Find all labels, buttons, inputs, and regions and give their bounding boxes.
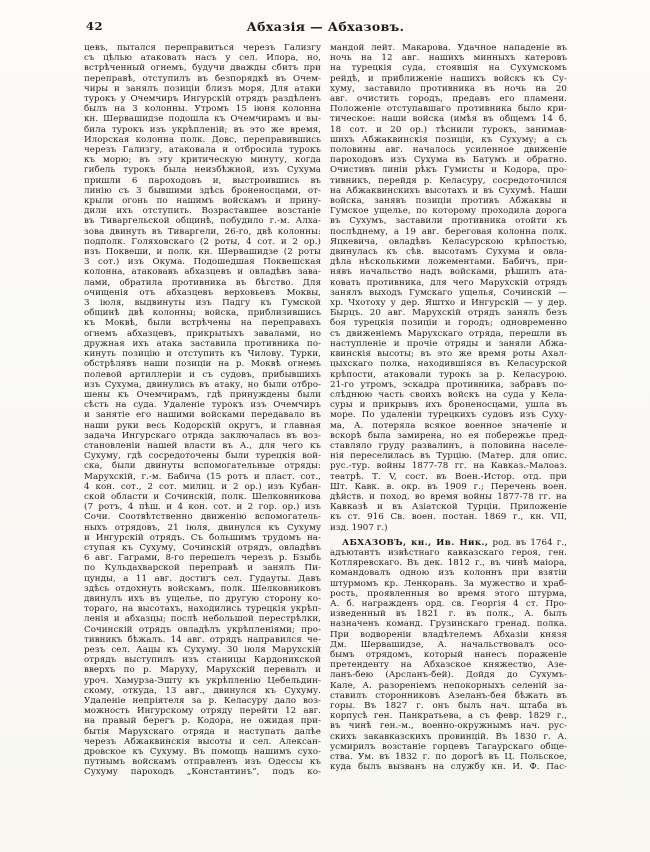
- text-line: цунды, а 11 авг. достигъ сел. Гудауты. Давъ: [84, 573, 321, 584]
- text-line: Сочинскій отрядъ овладѣлъ укрѣпленіями; про-: [84, 624, 321, 635]
- text-line: командовалъ одною изъ колоннъ при взятіи: [330, 568, 567, 579]
- text-line: къ Моквѣ, были встрѣчены на переправахъ: [84, 318, 321, 329]
- text-line: черезъ Гализгу, атаковала и отбросила турокъ: [84, 145, 321, 156]
- text-line: шихъ Абжаквинскія позиціи, къ Сухуму; а съ: [330, 134, 567, 145]
- text-line: слѣднюю часть своихъ войскъ на суда у Кела-: [330, 389, 567, 400]
- text-line: гибель турокъ была неизбѣжной, изъ Сухума: [84, 165, 321, 176]
- text-line: тивникъ бѣжалъ. 14 авг. отрядъ направился че-: [84, 634, 321, 645]
- text-line: пароходовъ изъ Сухума въ Батумъ и обратно.: [330, 155, 567, 166]
- text-line: хуму, заставило противника въ ночь на 20: [330, 83, 567, 94]
- text-line: дружная ихъ атака заставила противника по-: [84, 338, 321, 349]
- entry-first-line-rest: род. въ 1764 г.,: [488, 537, 567, 548]
- running-title: Абхазія — Абхазовъ.: [246, 19, 405, 34]
- text-line: ской области и Сочинскій, полк. Шелковникова: [84, 491, 321, 502]
- text-line: переправѣ, отступилъ въ безпорядкѣ въ Очем-: [84, 73, 321, 84]
- text-line: театрѣ. Т. V, сост. въ Воен.-Истор. отд. при: [330, 471, 567, 482]
- text-line: 18 сот. и 20 ор.) тѣснили турокъ, занимав-: [330, 124, 567, 135]
- text-line: Удаленіе непріятеля за р. Келасуру дало воз-: [84, 696, 321, 706]
- text-line: ставляло груду развалинъ, а половина населе-: [330, 440, 567, 451]
- text-line: Очистивъ линіи рѣкъ Гумисты и Кодора, про-: [330, 165, 567, 176]
- text-line: турокъ у Очемчиръ Ингурскій отрядъ раздѣленъ: [84, 94, 321, 105]
- text-line: изведенный въ 1821 г. въ полк., А. былъ: [330, 609, 567, 620]
- page-number: 42: [86, 19, 104, 33]
- text-line: куда былъ вызванъ на службу кн. И. Ф. Пас-: [330, 762, 567, 773]
- text-line: былъ на 3 колонны. Утромъ 15 іюня колонна: [84, 104, 321, 115]
- text-line: Дм. Шервашидзе, А. начальствовалъ осо-: [330, 639, 567, 650]
- text-line: изъ Поквеши, и полк. кн. Шервашидзе (2 роты: [84, 247, 321, 258]
- text-line: чиры и занялъ позиціи близъ моря. Для атаки: [84, 83, 321, 94]
- text-line: скому, откуда, 13 авг., двинулся къ Сухуму.: [84, 685, 321, 696]
- text-line: скихъ закавказскихъ провинцій. Въ 1830 г. А.: [330, 731, 567, 742]
- text-line: нявъ начальство надъ войсками, рѣшилъ ата-: [330, 267, 567, 278]
- text-line: ства. Ум. въ 1832 г. по дорогѣ въ Ц. Польское,: [330, 752, 567, 763]
- text-line: черезъ Абжаквинскія высоты и сел. Алексан-: [84, 736, 321, 747]
- text-line: задача Ингурскаго отряда заключалась въ воз-: [84, 430, 321, 441]
- text-line: шены къ Очемчирамъ, гдѣ принуждены были: [84, 389, 321, 400]
- text-line: наши руки весь Кодорскій округъ, и главная: [84, 420, 321, 431]
- text-line: Сухуму пароходъ „Константинъ“, подъ ко-: [84, 767, 321, 778]
- text-line: полевой артиллеріи и съ судовъ, прибывшихъ: [84, 369, 321, 380]
- text-line: и Ингурскій отрядъ. Съ большимъ трудомъ на-: [84, 532, 321, 543]
- text-line: становленіи нашей власти въ А., для чего къ: [84, 440, 321, 451]
- text-line: къ морю; въ эту критическую минуту, когда: [84, 155, 321, 166]
- article-continuation: [330, 43, 567, 533]
- text-line: послѣднему, а 19 авг. береговая колонна полк.: [330, 226, 567, 237]
- text-line: цыхскаго полка, находившіяся въ Келасурской: [330, 359, 567, 370]
- text-line: Котляревскаго. Въ дек. 1812 г., въ чинѣ маіора,: [330, 558, 567, 569]
- text-line: наступленіе и прочіе отряды и заняли Абжа-: [330, 338, 567, 349]
- text-line: Илорская колонна полк. Довс, переправившись: [84, 134, 321, 145]
- text-line: ска, были двинуты вспомогательные отряды:: [84, 461, 321, 472]
- text-line: 6 авг. Гаграми, 8-го перешелъ черезъ р. Бзыбь: [84, 553, 321, 564]
- text-line: дѣйств. и поход. во время войны 1877-78 гг. на: [330, 491, 567, 502]
- text-line: ставилъ сторонниковъ Азеланъ-бея бѣжать въ: [330, 690, 567, 701]
- text-line: зова двинуть въ Тиваргели, 26-го, двѣ колонны:: [84, 226, 321, 237]
- running-head: [84, 19, 567, 35]
- text-line: дѣла нѣсколькими ложементами. Бабичъ, при-: [330, 257, 567, 268]
- text-line: сѣсть на суда. Удаленіе турокъ изъ Очемчиръ: [84, 400, 321, 411]
- text-line: изд. 1907 г.): [330, 522, 388, 533]
- text-line: тораго, на высотахъ, находились турецкія укрѣп-: [84, 604, 321, 615]
- text-line: нія переселилась въ Турцію. (Матер. для опис.: [330, 451, 567, 462]
- text-line: море. По удаленіи турецкихъ судовъ изъ Суху-: [330, 410, 567, 421]
- text-line: хр. Чхотоху у дер. Яштхо и Ингурскій — у дер.: [330, 298, 567, 309]
- text-line: Марухскій, г.-м. Бабича (15 ротъ и пласт. сот.,: [84, 471, 321, 482]
- text-line: изъ Сухума, двинулись въ атаку, но были отбро-: [84, 379, 321, 390]
- entry-first-line: [330, 538, 567, 548]
- text-line: тивникъ, перейдя р. Келасуру, сосредоточился: [330, 175, 567, 186]
- text-line: Кавказѣ и въ Азіатской Турціи. Приложеніе: [330, 502, 567, 513]
- text-line: назначенъ команд. Грузинскаго гренад. полка.: [330, 619, 567, 630]
- text-line: резъ сел. Аацы къ Сухуму. 30 іюля Марухскій: [84, 644, 321, 655]
- text-line: дровское къ Сухуму. Въ помощь нашимъ сухо-: [84, 747, 321, 758]
- text-line: рость, проявленныя во время этого штурма,: [330, 588, 567, 599]
- text-line: Кале, А. разореніемъ непокорныхъ селеній за-: [330, 680, 567, 691]
- text-line: къ ст. 916 Св. воен. постан. 1869 г., кн. VII,: [330, 512, 567, 523]
- left-column: [84, 43, 321, 778]
- text-line: Бырцъ. 20 авг. Марухскій отрядъ занялъ безъ: [330, 308, 567, 319]
- text-line: бымъ отрядомъ, который нанесъ пораженіе: [330, 649, 567, 660]
- text-line: отрядъ выступилъ изъ станицы Кардоникской: [84, 655, 321, 666]
- text-line: 21-го утромъ, эскадра противника, забравъ по-: [330, 379, 567, 390]
- text-line: адъютантъ извѣстнаго кавказскаго героя, ген.: [330, 547, 567, 558]
- text-line: колонна, атаковавъ абхазцевъ и овладѣвъ зава-: [84, 267, 321, 278]
- text-line: очищенія отъ абхазцевъ верховьевъ Моквы,: [84, 287, 321, 298]
- text-line: подполк. Голяховскаго (2 роты, 4 сот. и 2 ор.): [84, 236, 321, 247]
- text-line: можность Ингурскому отряду перейти 12 авг.: [84, 706, 321, 717]
- text-line: А. б. награжденъ орд. св. Георгія 4 ст. Про-: [330, 598, 567, 609]
- text-line: дили ихъ отступить. Возраставшее возстаніе: [84, 206, 321, 217]
- text-line: 3 сот.) изъ Окума. Подошедшая Поквешская: [84, 257, 321, 268]
- text-line: въ Тиваргельской общинѣ, побудило г.-м. Алха-: [84, 216, 321, 227]
- text-line: горы. Въ 1827 г. онъ былъ нач. штаба въ: [330, 701, 567, 711]
- text-line: здѣсь отдохнуть войскамъ, полк. Шелковниковъ: [84, 583, 321, 594]
- text-line: ночь на 12 авг. нашихъ минныхъ катеровъ: [330, 53, 567, 64]
- text-line: кн. Шервашидзе подошла къ Очемчирамъ и вы-: [84, 114, 321, 125]
- entry-headword: АБХАЗОВЪ, кн., Ив. Ник.,: [342, 537, 489, 548]
- text-line: обстрѣлявъ наши позиціи на р. Моквѣ огнемъ: [84, 359, 321, 370]
- text-line: лами, обратила противника въ бѣгство. Для: [84, 277, 321, 288]
- text-line: бытія Марухскаго отряда и наступать далѣе: [84, 726, 321, 737]
- text-line: встрѣченный огнемъ, будучи дважды сбитъ при: [84, 63, 321, 74]
- text-line: усмирилъ возстаніе горцевъ Тагаурскаго обще-: [330, 741, 567, 752]
- text-line: Сухуму, гдѣ сосредоточены были турецкія вой-: [84, 451, 321, 462]
- text-line: квинскія высоты; въ это же время роты Ахал-: [330, 349, 567, 360]
- text-line: ма, А. потеряла всякое военное значеніе и: [330, 420, 567, 431]
- text-line: боя турецкія позиціи и городъ; одновременно: [330, 318, 567, 329]
- text-line: линію съ 3 бывшими здѣсь броненосцами, от-: [84, 185, 321, 196]
- text-line: била турокъ изъ укрѣпленій; въ это же время,: [84, 124, 321, 135]
- text-line: въ Сухумъ, заставили противника отойти къ: [330, 216, 567, 227]
- text-line: Сочи. Соотвѣтственно движенію вспомогатель-: [84, 512, 321, 523]
- text-line: съ цѣлью атаковать насъ у сел. Илора, но,: [84, 53, 321, 64]
- text-line: войска, занявъ позиціи противъ Абжаквы и: [330, 196, 567, 207]
- text-line: претенденту на Абхазское княжество, Азе-: [330, 660, 567, 671]
- text-columns: [84, 43, 567, 778]
- text-line: въ чинѣ ген.-м., военно-окружнымъ нач. рус-: [330, 721, 567, 732]
- text-line: рейдѣ, и приближеніе нашихъ войскъ къ Су-: [330, 73, 567, 84]
- text-line: ковать противника, для чего Марухскій отрядъ: [330, 277, 567, 288]
- text-line: крѣпости, атаковали турокъ за р. Келасурою.: [330, 369, 567, 380]
- text-line: Положеніе отступавшаго противника было кри-: [330, 104, 567, 115]
- text-line: по Кульдахварской переправѣ и занялъ Пи-: [84, 563, 321, 574]
- text-line: 3 іюля, выдвинуты изъ Падгу къ Гумской: [84, 298, 321, 309]
- text-line: Гумское ущелье, по которому проходила дорога: [330, 206, 567, 217]
- text-line: на правый берегъ р. Кодора, не ожидая при-: [84, 716, 321, 727]
- text-line: мандой лейт. Макарова. Удачное нападеніе въ: [330, 43, 567, 53]
- text-line: съ движеніемъ Марухскаго отряда, перешли въ: [330, 328, 567, 339]
- text-line: цевъ, пытался переправиться черезъ Гализгу: [84, 43, 321, 53]
- text-line: и занятіе его нашими войсками передавало въ: [84, 410, 321, 421]
- text-line: двинулъ ихъ въ ущелье, по другую сторону ко-: [84, 593, 321, 604]
- text-line: При водвореніи владѣтелемъ Абхазіи князя: [330, 629, 567, 640]
- text-line: ступая къ Сухуму, Сочинскій отрядъ, овладѣвъ: [84, 542, 321, 553]
- text-line: Шт. Кавк. в. окр. въ 1909 г.; Перечень воен.: [330, 481, 567, 492]
- text-line: (7 ротъ, 4 пѣш. и 4 кон. сот. и 2 гор. ор.) изъ: [84, 502, 321, 513]
- text-line: уроч. Хамурза-Эшту къ укрѣпленію Цебельдин-: [84, 675, 321, 686]
- text-line: суры и прикрывъ ихъ броненосцами, ушла въ: [330, 400, 567, 411]
- text-line: на Абжаквинскихъ высотахъ и въ Сухумѣ. Наши: [330, 185, 567, 196]
- text-line: ланъ-бею (Арсланъ-бей). Дойдя до Сухумъ-: [330, 670, 567, 681]
- text-line: рус.-тур. войны 1877-78 гг. на Кавказ.-Малоаз.: [330, 461, 567, 472]
- right-column: [330, 43, 567, 778]
- text-line: тическое: наши войска (имѣя въ общемъ 14 б.: [330, 114, 567, 125]
- text-line: общинѣ двѣ колонны; войска, приблизившись: [84, 308, 321, 319]
- text-line: ныхъ отрядовъ, 21 іюля, двинулся къ Сухуму: [84, 522, 321, 533]
- text-line: крыли огонь по нашимъ войскамъ и прину-: [84, 196, 321, 207]
- text-line: занялъ выходъ Гумскаго ущелья, Сочинскій —: [330, 287, 567, 298]
- text-line: огнемъ абхазцевъ, прикрытыхъ завалами, но: [84, 328, 321, 339]
- text-line: 4 кон. сот., 2 сот. милиц. и 2 ор.) изъ Кубан-: [84, 481, 321, 492]
- text-line: вверхъ по р. Маруху, Марухскій перевалъ и: [84, 665, 321, 676]
- text-line: вскорѣ была замирена, но ея побережье пред-: [330, 430, 567, 441]
- text-line: штурмомъ кр. Ленкорань. За мужество и храб-: [330, 578, 567, 589]
- text-line: кинуть позицію и отступить къ Чилову. Турки,: [84, 349, 321, 360]
- entry-body: [330, 548, 567, 772]
- text-line: половины авг. началось усиленное движеніе: [330, 145, 567, 156]
- entry-abkhazov: [330, 538, 567, 773]
- text-line: корпусѣ ген. Панкратьева, а съ февр. 1829 г.,: [330, 711, 567, 722]
- text-line: авг. очистить городъ, предавъ его пламени.: [330, 94, 567, 105]
- text-line: Яцкевича, овладѣвъ Келасурскою крѣпостью,: [330, 236, 567, 247]
- text-line: двинулась къ сѣв. высотамъ Сухума и овла-: [330, 247, 567, 258]
- text-line: на турецкія суда, стоявшія на Сухумскомъ: [330, 63, 567, 74]
- text-line: путнымъ войскамъ отправленъ изъ Одессы къ: [84, 757, 321, 768]
- text-line: пришли 6 пароходовъ и, выстроившись въ: [84, 175, 321, 186]
- text-line: ленія и абхазцы; послѣ небольшой перестрѣлки,: [84, 614, 321, 625]
